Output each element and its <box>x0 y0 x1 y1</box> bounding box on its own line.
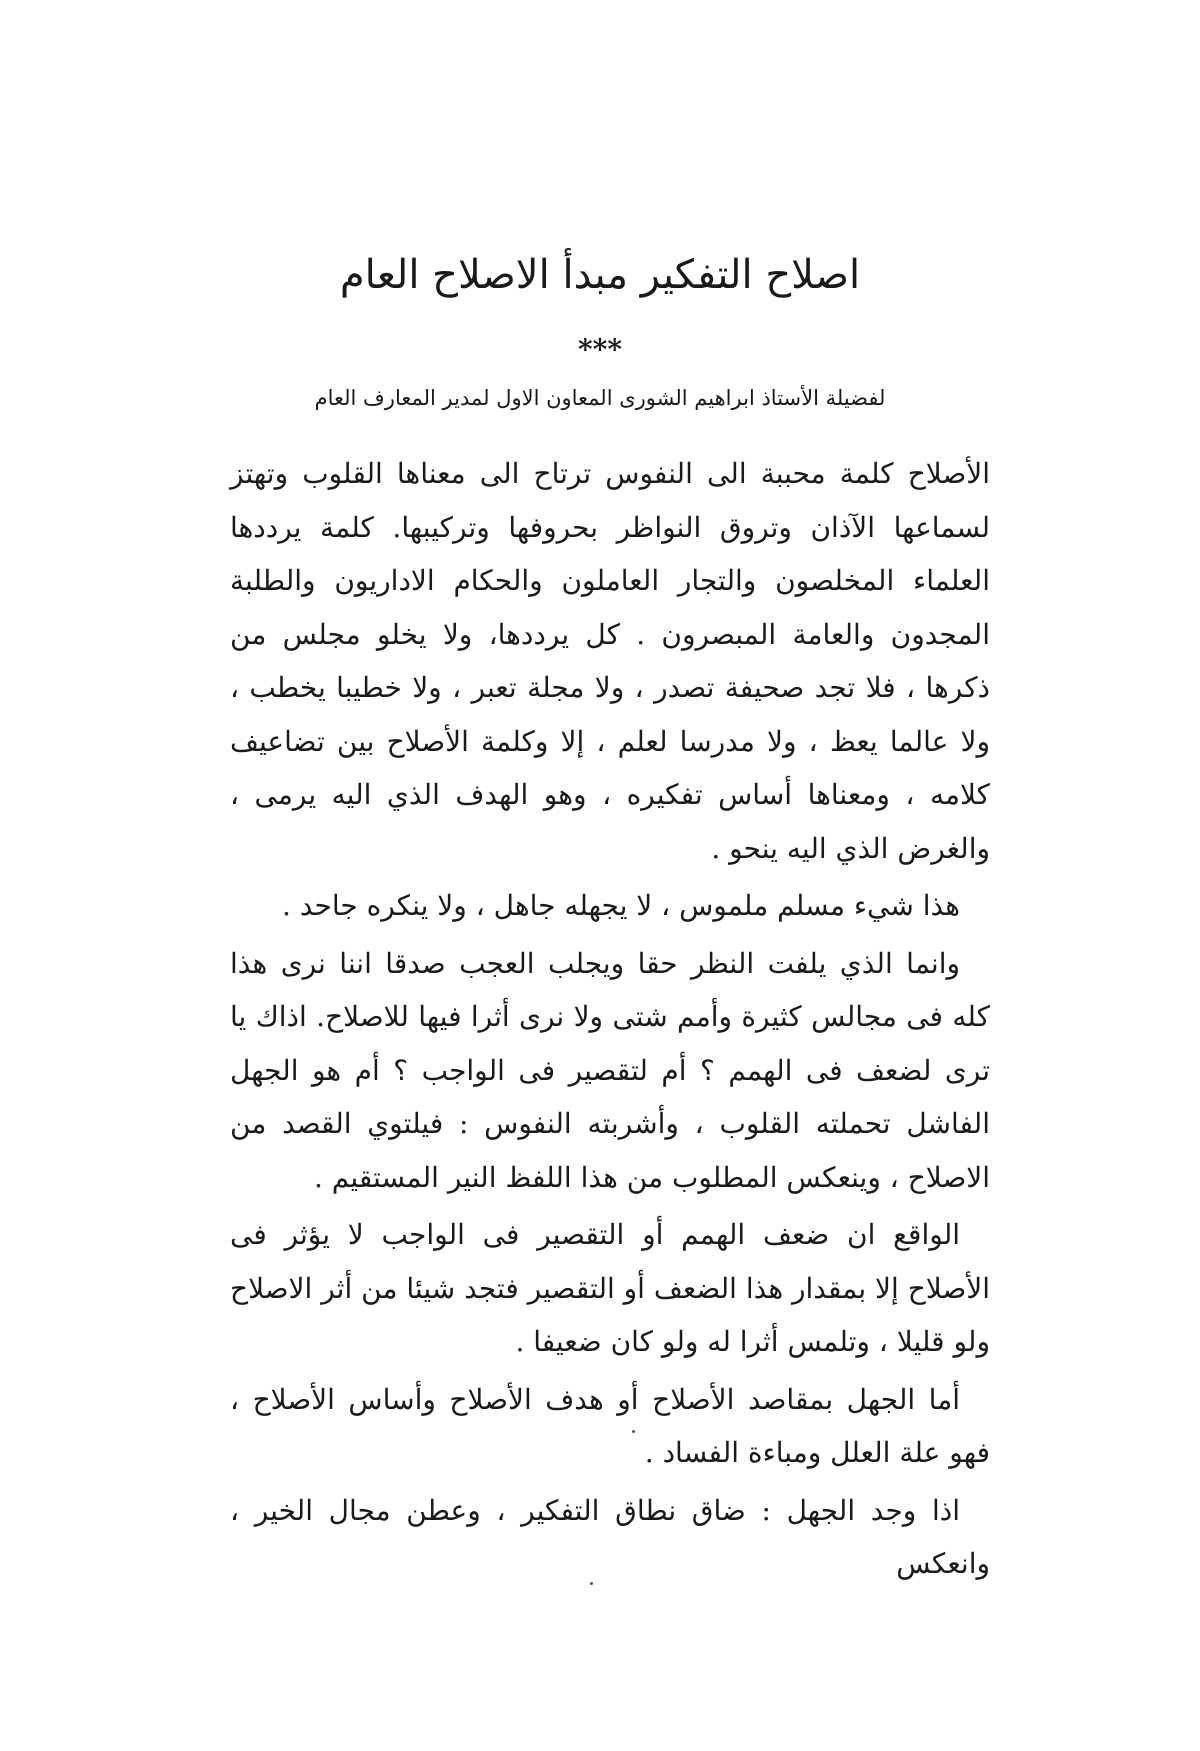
scan-speck <box>590 1582 593 1585</box>
paragraph-4: الواقع ان ضعف الهمم أو التقصير فى الواجب لا يؤثر فى الأصلاح إلا بمقدار هذا الضعف أو التقصير فتجد شيئا من أثر الاصلاح ولو قليلا ، وتلمس أثرا له ولو كان ضعيفا . <box>230 1218 990 1358</box>
scan-speck <box>632 1430 635 1433</box>
paragraph-3: وانما الذي يلفت النظر حقا ويجلب العجب صدقا اننا نرى هذا كله فى مجالس كثيرة وأمم شتى ولا نرى أثرا فيها للاصلاح. اذاك يا ترى لضعف فى الهمم ؟ أم لتقصير فى الواجب ؟ أم هو الجهل الفاشل تحملته القلوب ، وأشربته النفوس : فيلتوي القصد من الاصلاح ، وينعكس المطلوب من هذا اللفظ النير المستقيم . <box>230 946 990 1194</box>
paragraph-2: هذا شيء مسلم ملموس ، لا يجهله جاهل ، ولا ينكره جاحد . <box>282 889 960 922</box>
author-line: لفضيلة الأستاذ ابراهيم الشورى المعاون الاول لمدير المعارف العام <box>314 386 886 410</box>
section-ornament: *** <box>578 333 622 366</box>
paragraph-5: أما الجهل بمقاصد الأصلاح أو هدف الأصلاح وأساس الأصلاح ، فهو علة العلل ومباءة الفساد . <box>230 1382 990 1469</box>
document-title: اصلاح التفكير مبدأ الاصلاح العام <box>339 252 861 298</box>
paragraph-6: اذا وجد الجهل : ضاق نطاق التفكير ، وعطن مجال الخير ، وانعكس <box>230 1493 990 1580</box>
article-body <box>230 447 990 1595</box>
paragraph-1: الأصلاح كلمة محببة الى النفوس ترتاح الى معناها القلوب وتهتز لسماعها الآذان وتروق النواظر بحروفها وتركيبها. كلمة يرددها العلماء المخلصون والتجار العاملون والحكام الاداريون والطلبة المجدون والعامة المبصرون . كل يرددها، ولا يخلو مجلس من ذكرها ، فلا تجد صحيفة تصدر ، ولا مجلة تعبر ، ولا خطيبا يخطب ، ولا عالما يعظ ، ولا مدرسا لعلم ، إلا وكلمة الأصلاح بين تضاعيف كلامه ، ومعناها أساس تفكيره ، وهو الهدف الذي اليه يرمى ، والغرض الذي اليه ينحو . <box>230 457 990 865</box>
